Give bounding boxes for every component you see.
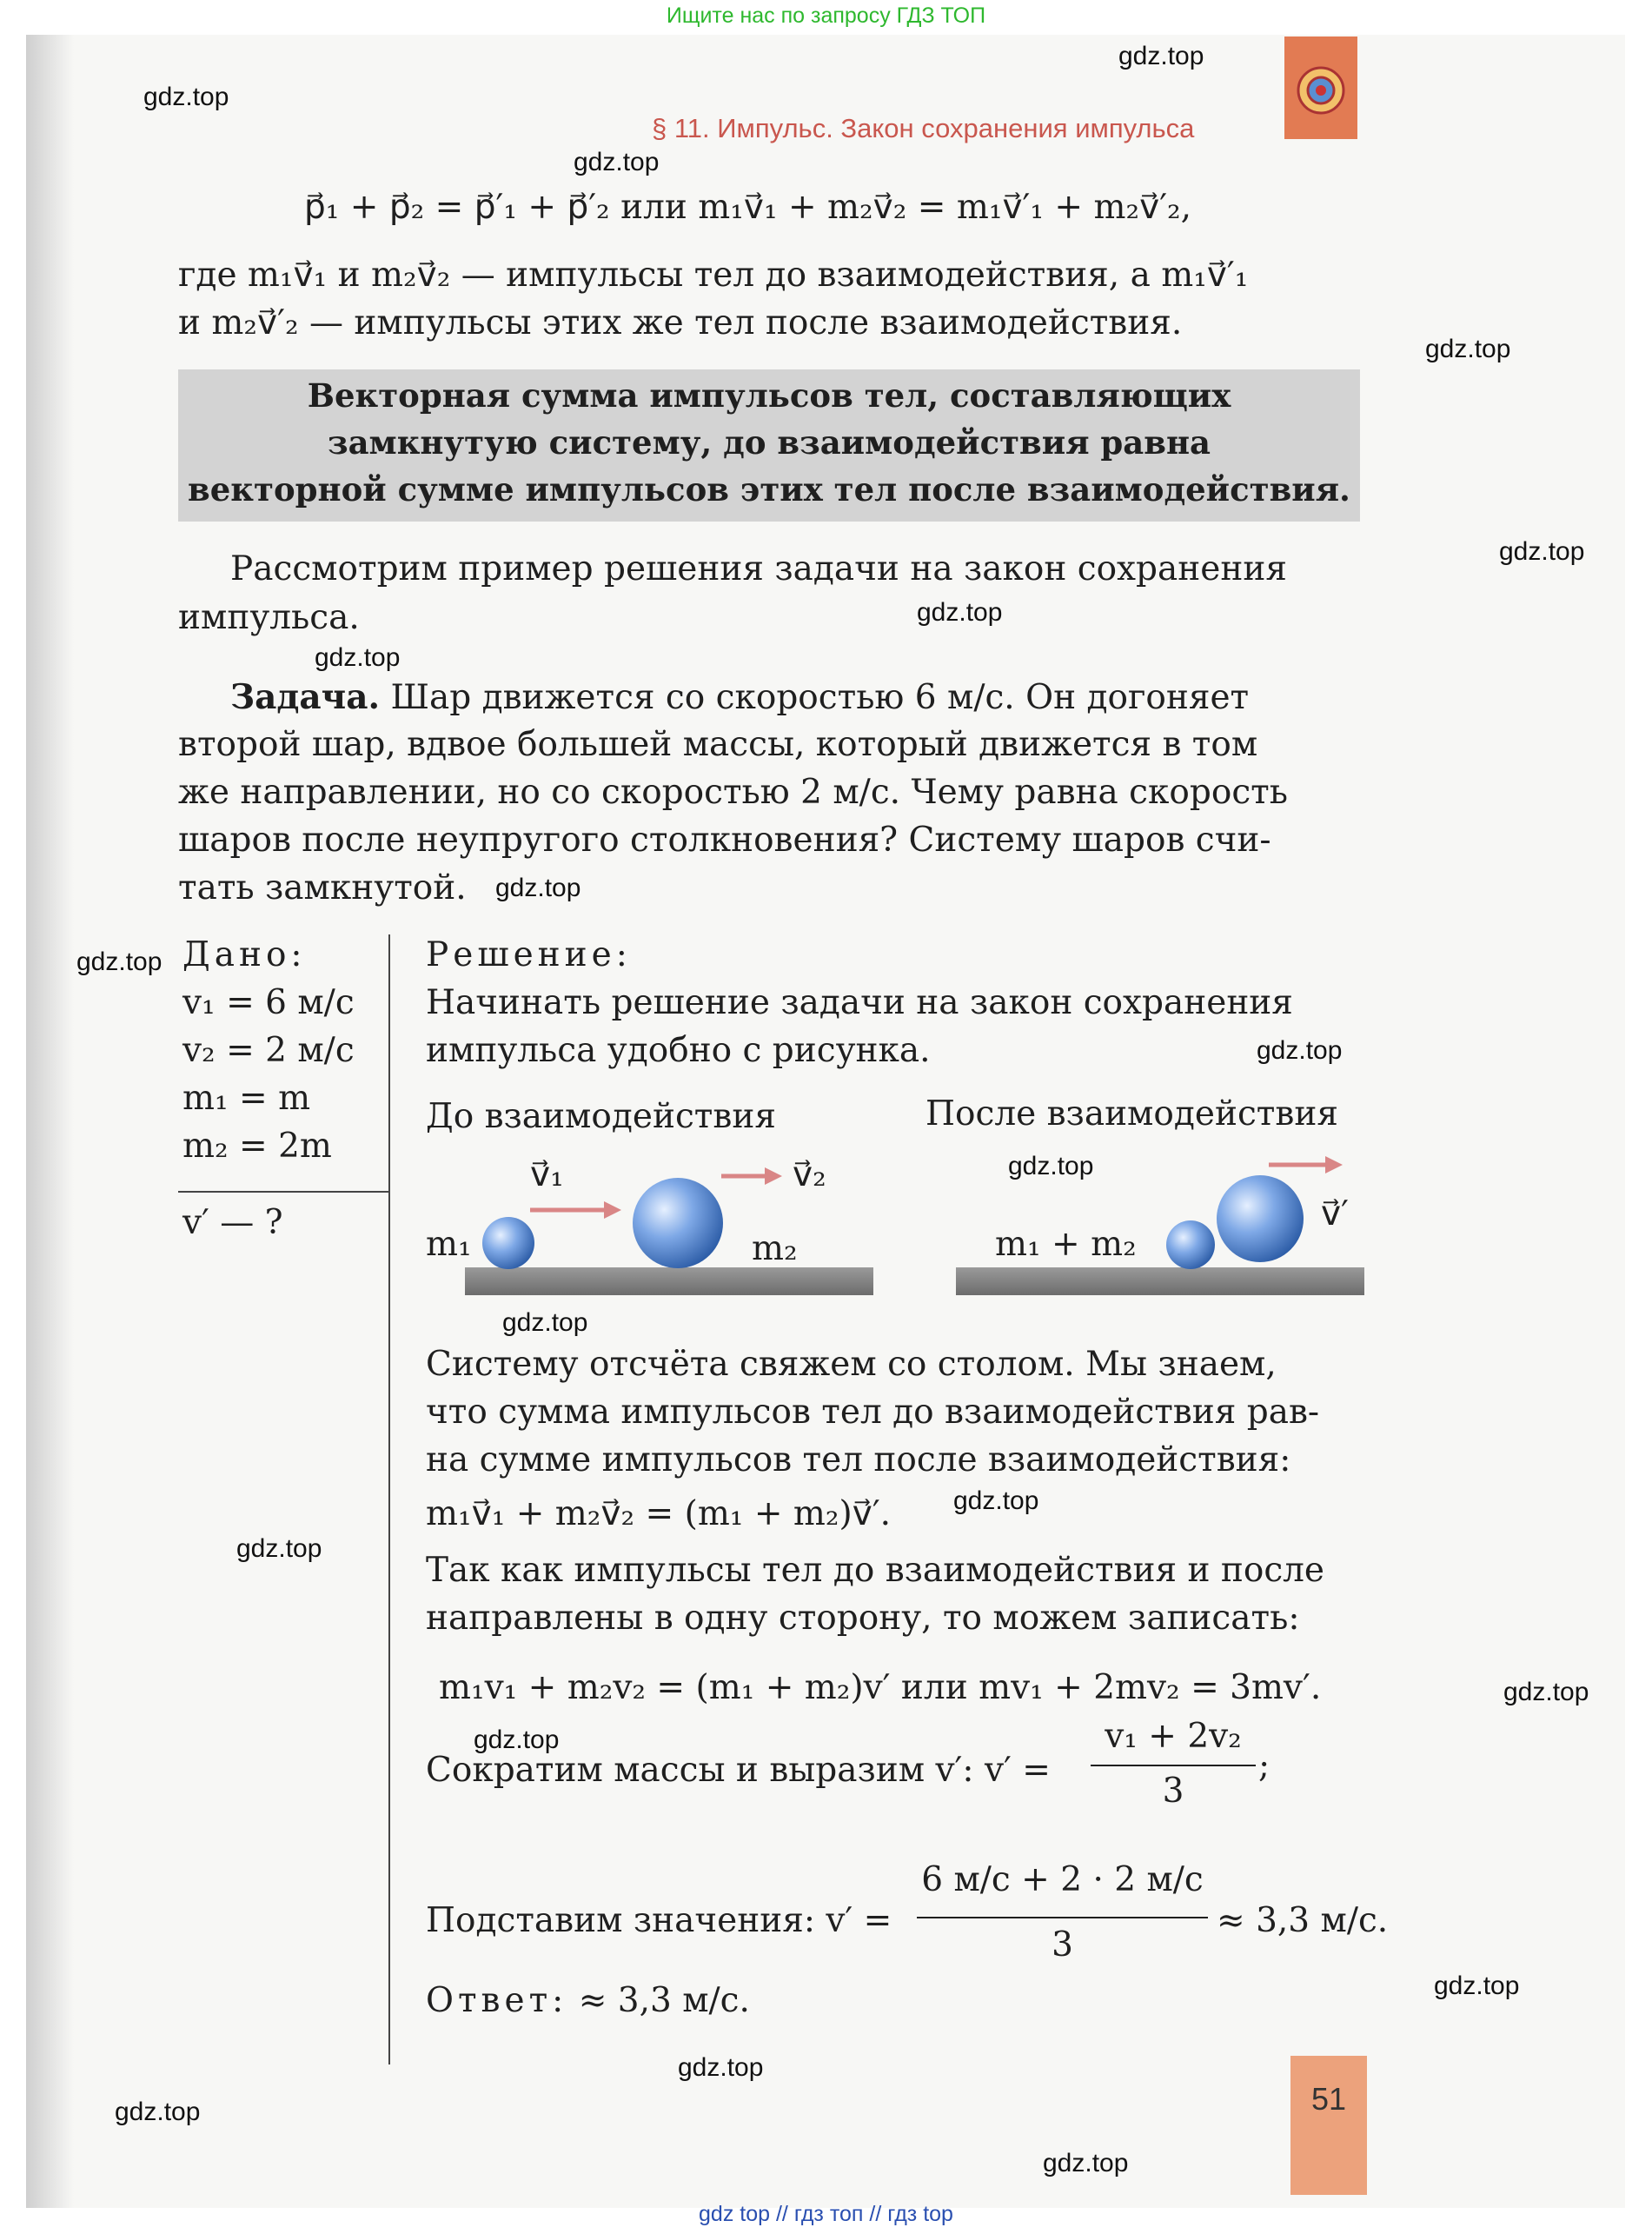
reduce-numerator: v₁ + 2v₂ xyxy=(1105,1717,1242,1756)
table-surface xyxy=(956,1267,1364,1295)
dir-line: направлены в одну сторону, то можем записать: xyxy=(426,1599,1300,1638)
rule-line: Векторная сумма импульсов тел, составляющих xyxy=(307,376,1231,415)
frame-line: что сумма импульсов тел до взаимодействия рав- xyxy=(426,1393,1320,1432)
eq-vector: m₁v⃗₁ + m₂v⃗₂ = (m₁ + m₂)v⃗′. xyxy=(426,1494,892,1533)
answer-label: Ответ: xyxy=(426,1981,568,2020)
given-find: v′ — ? xyxy=(182,1203,283,1242)
page-shadow xyxy=(26,35,74,2208)
watermark: gdz.top xyxy=(953,1486,1039,1515)
given-item: m₂ = 2m xyxy=(182,1127,332,1166)
watermark: gdz.top xyxy=(474,1725,560,1754)
formula-main: p⃗₁ + p⃗₂ = p⃗′₁ + p⃗′₂ или m₁v⃗₁ + m₂v⃗₂ = m₁v⃗′₁ + m₂v⃗′₂, xyxy=(304,188,1192,227)
answer-line xyxy=(426,1978,750,2025)
reduce-prefix: Сократим массы и выразим v′: v′ = xyxy=(426,1751,1051,1790)
page-number: 51 xyxy=(1290,2056,1367,2195)
fig-label-m2: m₂ xyxy=(752,1229,798,1268)
frame-line: на сумме импульсов тел после взаимодействия: xyxy=(426,1440,1291,1479)
subst-numerator: 6 м/с + 2 · 2 м/с xyxy=(921,1860,1204,1899)
watermark: gdz.top xyxy=(143,83,229,111)
fig-label-m1: m₁ xyxy=(426,1225,472,1264)
watermark: gdz.top xyxy=(502,1308,588,1337)
given-title: Дано: xyxy=(182,935,307,974)
fig-label-v2: v⃗₂ xyxy=(793,1155,826,1194)
fig-label-v1: v⃗₁ xyxy=(530,1155,564,1194)
table-surface xyxy=(465,1267,873,1295)
watermark: gdz.top xyxy=(917,598,1003,627)
label-before: До взаимодействия xyxy=(426,1097,776,1136)
watermark: gdz.top xyxy=(1503,1678,1589,1706)
rule-line: векторной сумме импульсов этих тел после взаимодействия. xyxy=(188,470,1350,509)
section-header: § 11. Импульс. Закон сохранения импульса xyxy=(652,113,1195,143)
watermark: gdz.top xyxy=(76,947,163,976)
given-item: v₁ = 6 м/с xyxy=(182,983,355,1022)
task-line: второй шар, вдвое большей массы, который движется в том xyxy=(178,725,1258,764)
ball-m2 xyxy=(633,1178,723,1268)
subst-denominator: 3 xyxy=(1052,1925,1073,1965)
task-line xyxy=(230,674,1249,721)
given-item: v₂ = 2 м/с xyxy=(182,1031,355,1070)
eq-scalar: m₁v₁ + m₂v₂ = (m₁ + m₂)v′ или mv₁ + 2mv₂ = 3mv′. xyxy=(439,1668,1322,1707)
intro-line: Рассмотрим пример решения задачи на закон сохранения xyxy=(230,549,1287,588)
subst-result: ≈ 3,3 м/с. xyxy=(1217,1901,1389,1940)
solution-start: импульса удобно с рисунка. xyxy=(426,1031,931,1070)
answer-value: ≈ 3,3 м/с. xyxy=(567,1981,750,2020)
solution-start: Начинать решение задачи на закон сохранения xyxy=(426,983,1293,1022)
reduce-denominator: 3 xyxy=(1162,1772,1184,1811)
rule-line: замкнутую систему, до взаимодействия равна xyxy=(327,423,1211,462)
given-item: m₁ = m xyxy=(182,1079,311,1118)
dir-line: Так как импульсы тел до взаимодействия и после xyxy=(426,1551,1325,1590)
task-line: шаров после неупругого столкновения? Систему шаров счи- xyxy=(178,821,1271,860)
watermark: gdz.top xyxy=(1425,335,1511,363)
where-line-1: где m₁v⃗₁ и m₂v⃗₂ — импульсы тел до взаимодействия, а m₁v⃗′₁ xyxy=(178,256,1249,295)
watermark: gdz.top xyxy=(574,148,660,176)
watermark: gdz.top xyxy=(1434,1971,1520,2000)
solution-title: Решение: xyxy=(426,935,632,974)
reduce-fraction-bar xyxy=(1091,1765,1256,1766)
subst-prefix: Подставим значения: v′ = xyxy=(426,1901,892,1940)
arrow-v1-head xyxy=(604,1201,621,1219)
arrow-v2-head xyxy=(765,1167,782,1185)
fig-label-vp: v⃗′ xyxy=(1321,1194,1349,1233)
top-banner[interactable]: Ищите нас по запросу ГДЗ ТОП xyxy=(666,3,986,28)
ornament-icon xyxy=(1284,37,1357,139)
ball-m1 xyxy=(482,1217,534,1269)
watermark: gdz.top xyxy=(236,1534,322,1563)
task-label: Задача. xyxy=(230,677,381,717)
ball-m2 xyxy=(1217,1175,1304,1262)
watermark: gdz.top xyxy=(115,2098,201,2126)
watermark: gdz.top xyxy=(1008,1152,1094,1180)
frame-line: Систему отсчёта свяжем со столом. Мы знаем, xyxy=(426,1345,1277,1384)
watermark: gdz.top xyxy=(1118,42,1204,70)
watermark: gdz.top xyxy=(1499,537,1585,566)
table-horizontal-rule xyxy=(178,1191,388,1193)
arrow-vp-head xyxy=(1325,1156,1343,1174)
table-vertical-rule xyxy=(388,934,390,2064)
reduce-suffix: ; xyxy=(1258,1746,1271,1785)
intro-line: импульса. xyxy=(178,598,360,637)
task-line: тать замкнутой. xyxy=(178,868,467,908)
subst-fraction-bar xyxy=(917,1917,1208,1918)
ball-m1 xyxy=(1166,1220,1215,1269)
task-text: Шар движется со скоростью 6 м/с. Он догоняет xyxy=(380,678,1250,717)
watermark: gdz.top xyxy=(495,874,581,902)
label-after: После взаимодействия xyxy=(926,1094,1338,1134)
watermark: gdz.top xyxy=(1257,1036,1343,1065)
watermark: gdz.top xyxy=(315,643,401,672)
bottom-banner[interactable]: gdz top // гдз топ // гдз top xyxy=(699,2202,953,2226)
fig-label-m12: m₁ + m₂ xyxy=(995,1225,1137,1264)
watermark: gdz.top xyxy=(1043,2149,1129,2177)
watermark: gdz.top xyxy=(678,2053,764,2082)
where-line-2: и m₂v⃗′₂ — импульсы этих же тел после взаимодействия. xyxy=(178,303,1183,342)
task-line: же направлении, но со скоростью 2 м/с. Чему равна скорость xyxy=(178,773,1288,812)
